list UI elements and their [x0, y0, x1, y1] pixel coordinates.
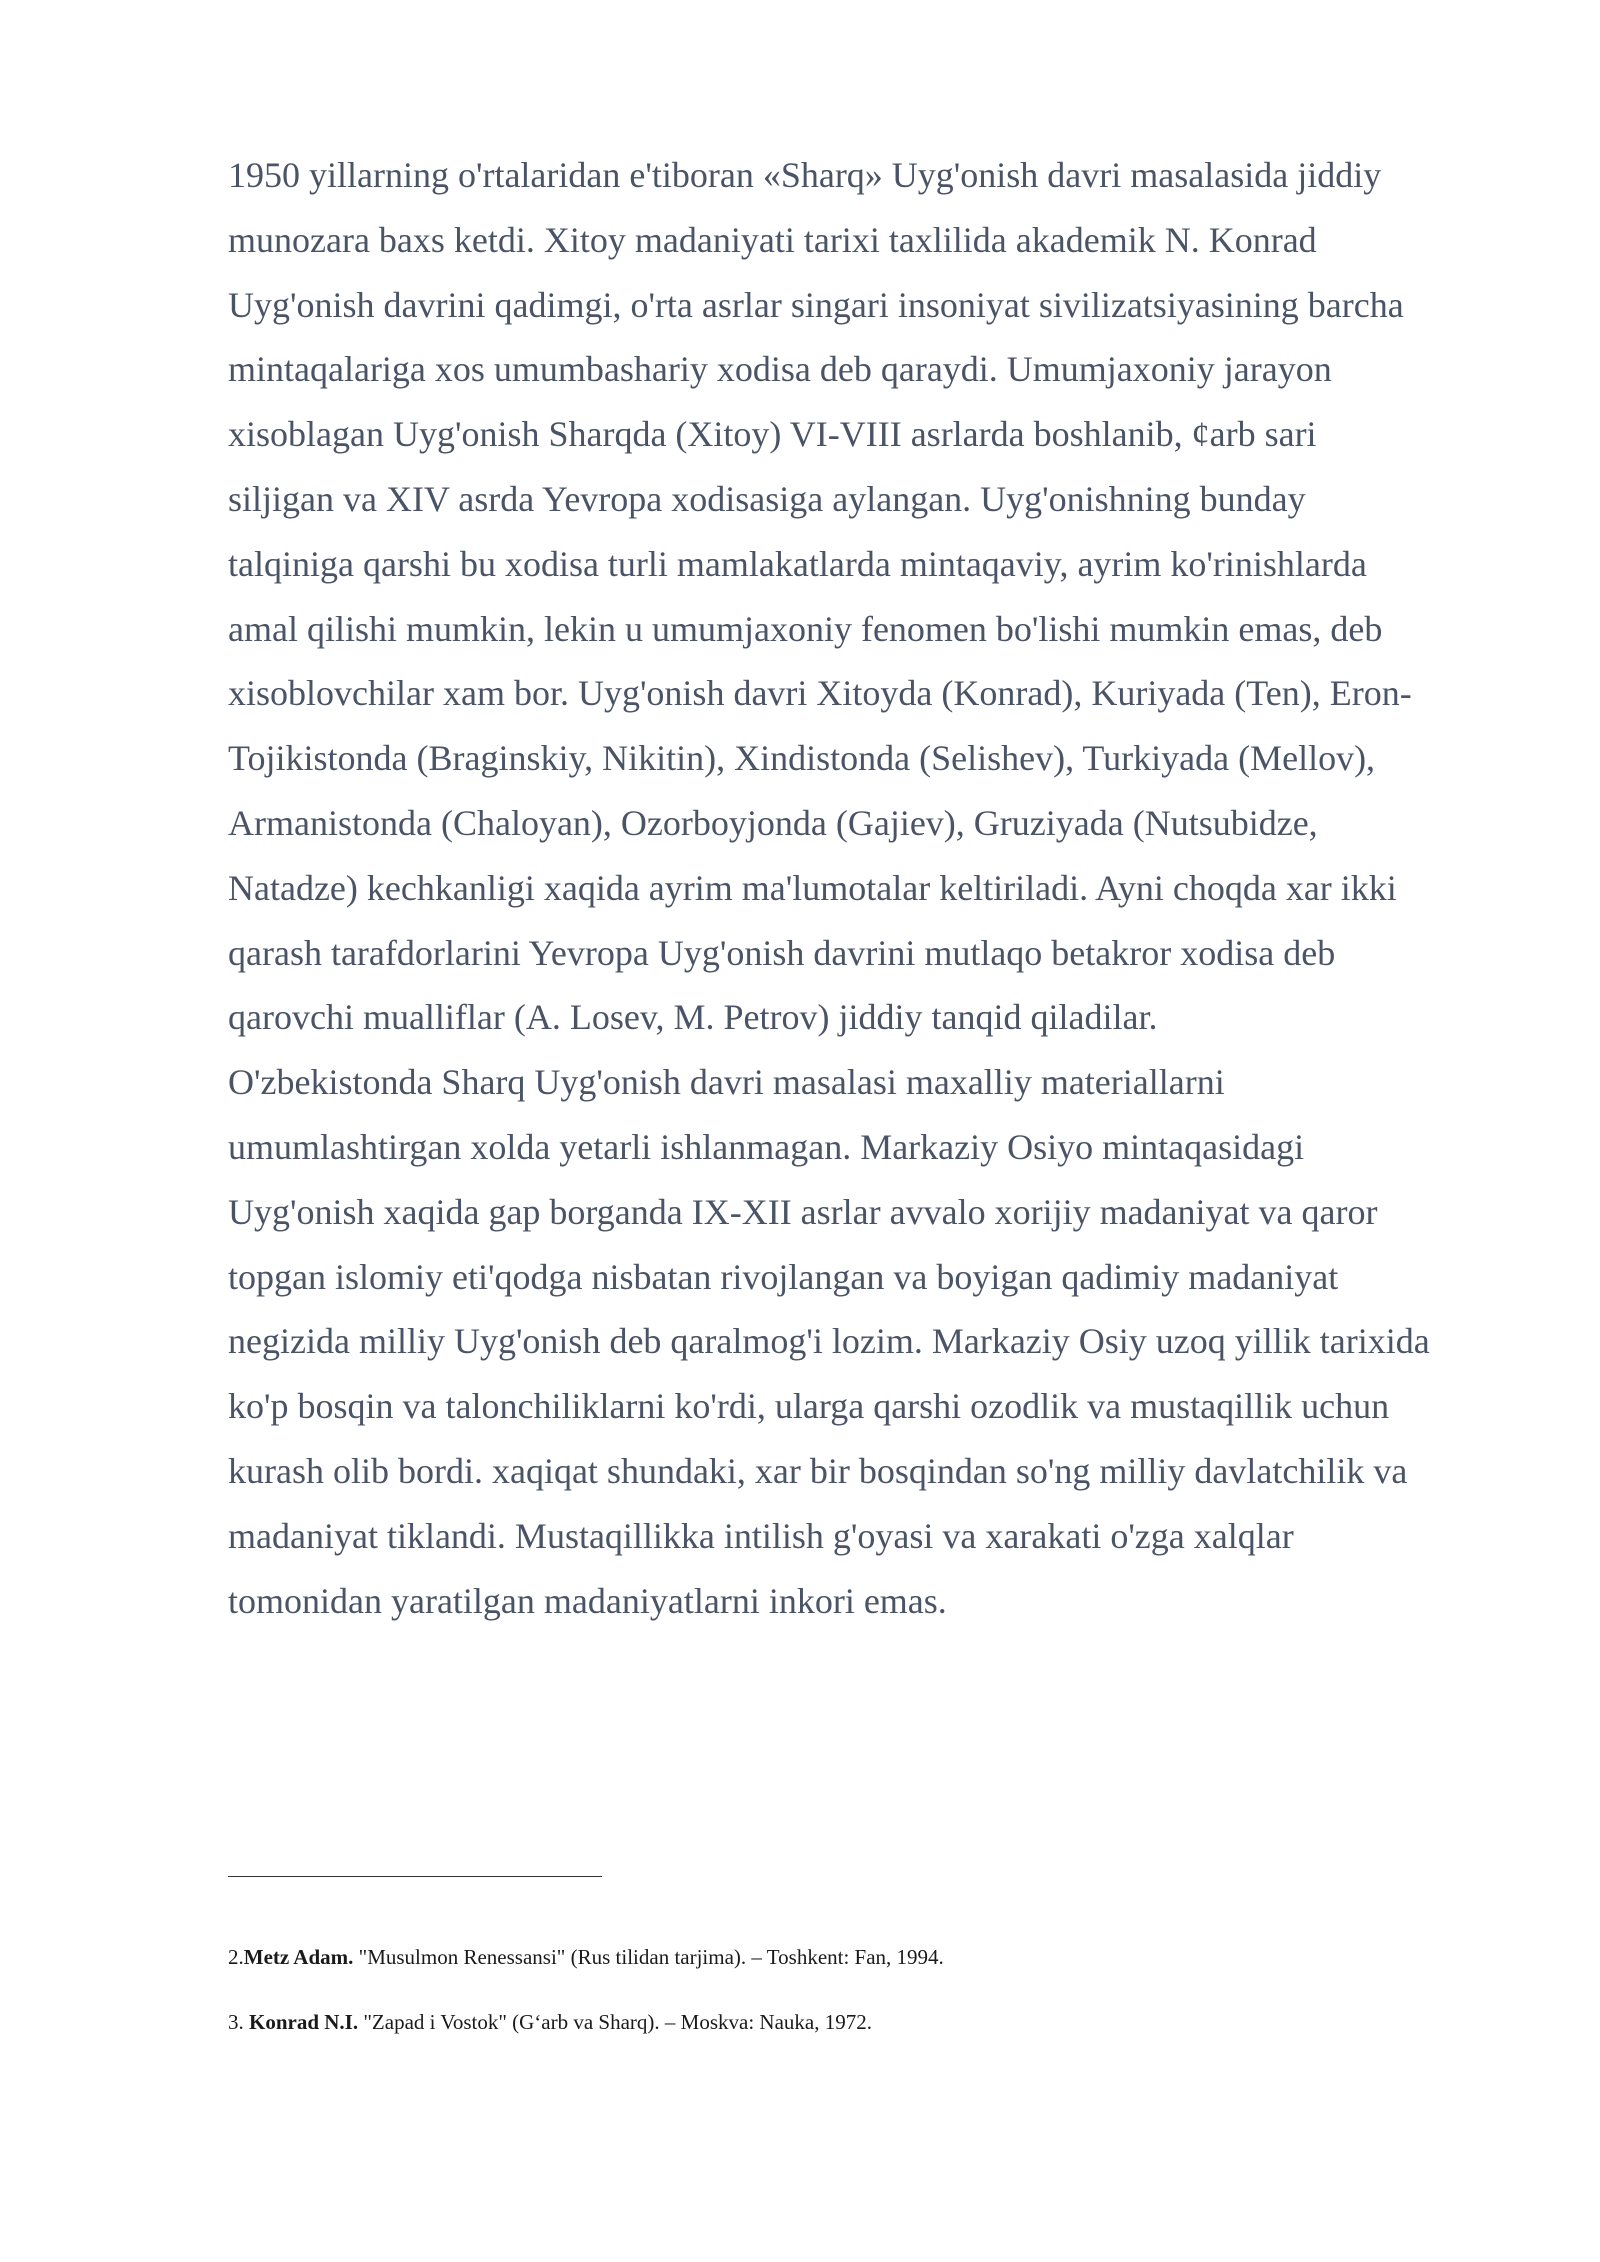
text-line: ko'p bosqin va talonchiliklarni ko'rdi, ularga qarshi ozodlik va mustaqillik uchun	[228, 1386, 1390, 1427]
text-line: umumlashtirgan xolda yetarli ishlanmagan. Markaziy Osiyo mintaqasidagi	[228, 1126, 1305, 1167]
text-line: O'zbekistonda Sharq Uyg'onish davri masalasi maxalliy materiallarni	[228, 1062, 1225, 1103]
footnote-citation: "Musulmon Renessansi" (Rus tilidan tarjima). – Toshkent: Fan, 1994.	[353, 1945, 944, 1969]
text-line: amal qilishi mumkin, lekin u umumjaxoniy fenomen bo'lishi mumkin emas, deb	[228, 608, 1383, 649]
text-line: Uyg'onish davrini qadimgi, o'rta asrlar singari insoniyat sivilizatsiyasining barcha	[228, 284, 1404, 325]
text-line: Tojikistonda (Braginskiy, Nikitin), Xindistonda (Selishev), Turkiyada (Mellov),	[228, 738, 1376, 779]
text-line: siljigan va XIV asrda Yevropa xodisasiga aylangan. Uyg'onishning bunday	[228, 478, 1306, 519]
main-text	[228, 143, 1528, 1633]
footnote-number: 2.	[228, 1945, 244, 1969]
footnote-3	[228, 2008, 872, 2036]
text-line: xisoblovchilar xam bor. Uyg'onish davri Xitoyda (Konrad), Kuriyada (Ten), Eron-	[228, 673, 1412, 714]
footnote-number: 3.	[228, 2010, 249, 2034]
text-line: 1950 yillarning o'rtalaridan e'tiboran «Sharq» Uyg'onish davri masalasida jiddiy	[228, 155, 1382, 195]
text-line: qarash tarafdorlarini Yevropa Uyg'onish davrini mutlaqo betakror xodisa deb	[228, 932, 1336, 973]
text-line: Armanistonda (Chaloyan), Ozorboyjonda (Gajiev), Gruziyada (Nutsubidze,	[228, 802, 1318, 843]
footnote-author: Metz Adam.	[243, 1945, 354, 1969]
footnote-separator	[228, 1876, 602, 1877]
footnote-author: Konrad N.I.	[249, 2010, 359, 2034]
text-line: negizida milliy Uyg'onish deb qaralmog'i lozim. Markaziy Osiy uzoq yillik tarixida	[228, 1321, 1430, 1362]
text-line: madaniyat tiklandi. Mustaqillikka intilish g'oyasi va xarakati o'zga xalqlar	[228, 1515, 1294, 1556]
footnote-2	[228, 1943, 944, 1971]
footnote-citation: "Zapad i Vostok" (G‘arb va Sharq). – Moskva: Nauka, 1972.	[358, 2010, 872, 2034]
text-line: topgan islomiy eti'qodga nisbatan rivojlangan va boyigan qadimiy madaniyat	[228, 1256, 1339, 1297]
text-line: tomonidan yaratilgan madaniyatlarni inkori emas.	[228, 1580, 947, 1621]
text-line: Uyg'onish xaqida gap borganda IX-XII asrlar avvalo xorijiy madaniyat va qaror	[228, 1191, 1378, 1232]
text-line: mintaqalariga xos umumbashariy xodisa deb qaraydi. Umumjaxoniy jarayon	[228, 349, 1332, 390]
text-line: qarovchi mualliflar (A. Losev, M. Petrov) jiddiy tanqid qiladilar.	[228, 997, 1158, 1038]
text-line: kurash olib bordi. xaqiqat shundaki, xar bir bosqindan so'ng milliy davlatchilik va	[228, 1450, 1408, 1491]
text-line: munozara baxs ketdi. Xitoy madaniyati tarixi taxlilida akademik N. Konrad	[228, 219, 1317, 260]
text-line: Natadze) kechkanligi xaqida ayrim ma'lumotalar keltiriladi. Ayni choqda xar ikki	[228, 867, 1397, 908]
text-line: xisoblagan Uyg'onish Sharqda (Xitoy) VI-VIII asrlarda boshlanib, ¢arb sari	[228, 414, 1317, 455]
text-line: talqiniga qarshi bu xodisa turli mamlakatlarda mintaqaviy, ayrim ko'rinishlarda	[228, 543, 1367, 584]
